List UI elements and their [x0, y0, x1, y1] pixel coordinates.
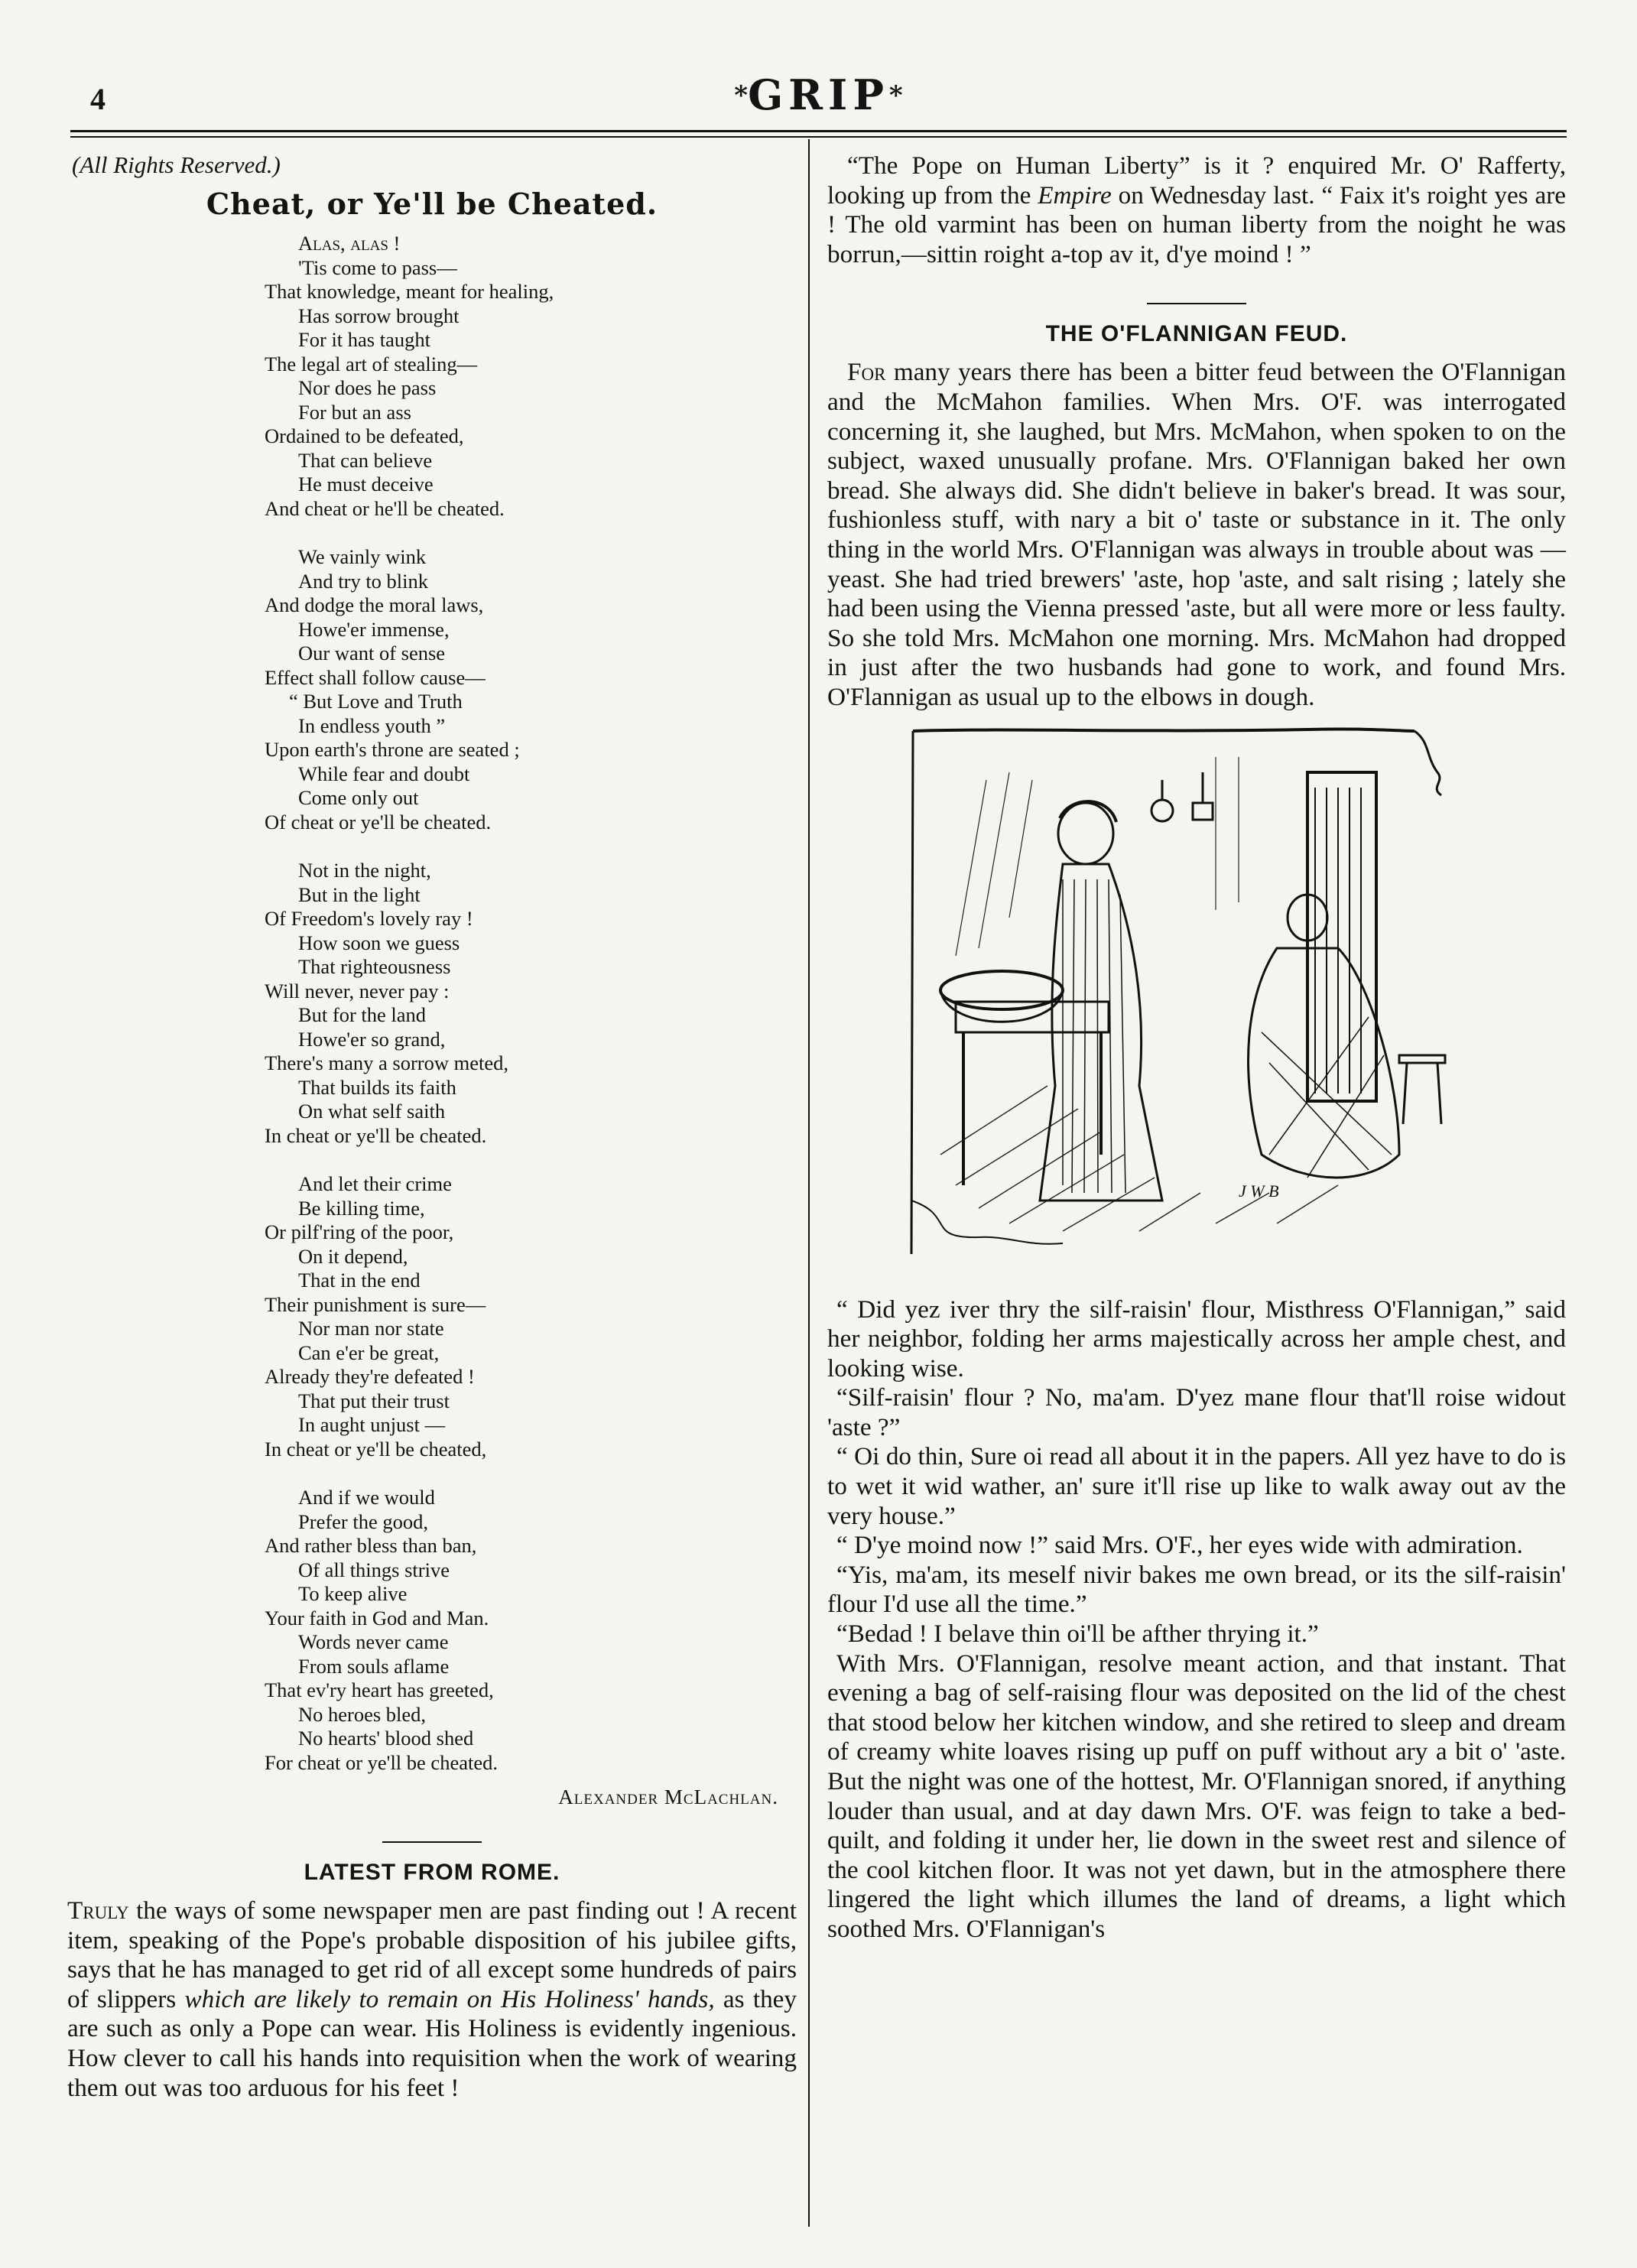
poem-line: In endless youth ”: [298, 713, 446, 737]
poem-line: And try to blink: [298, 569, 429, 593]
poem-line: Not in the night,: [298, 859, 431, 882]
poem-body: [67, 232, 797, 1775]
poem-line: Ordained to be defeated,: [265, 424, 464, 447]
illustration-signature: J W B: [1239, 1181, 1279, 1201]
kitchen-illustration: [910, 726, 1476, 1262]
poem-line: And rather bless than ban,: [265, 1534, 477, 1557]
dialogue-paragraph: “ Oi do thin, Sure oi read all about it in the papers. All yez have to do is to wet it wid wather, an' sure it'll rise up like to walk away out av the very house.”: [827, 1442, 1566, 1530]
empire-newspaper-name: Empire: [1038, 180, 1112, 210]
rights-notice: (All Rights Reserved.): [72, 151, 281, 178]
header-rule-thin: [70, 136, 1567, 138]
poem-line: “ But Love and Truth: [289, 690, 463, 713]
poem-line: To keep alive: [298, 1582, 408, 1605]
left-column: [67, 151, 797, 2103]
pope-item: [827, 151, 1566, 269]
poem-line: No heroes bled,: [298, 1702, 427, 1726]
poem-line: Upon earth's throne are seated ;: [265, 738, 520, 761]
poem-line: Has sorrow brought: [298, 304, 460, 327]
dialogue-paragraph: “Bedad ! I belave thin oi'll be afther thrying it.”: [836, 1620, 1319, 1649]
poem-line: That can believe: [298, 448, 433, 472]
poem-line: From souls aflame: [298, 1654, 450, 1678]
poem-line: Of cheat or ye'll be cheated.: [265, 810, 492, 833]
poem-line: No hearts' blood shed: [298, 1727, 474, 1750]
poem-line: Their punishment is sure—: [265, 1292, 486, 1316]
poem-line: In cheat or ye'll be cheated.: [265, 1123, 487, 1147]
poem-line: That righteousness: [298, 955, 451, 978]
poem-line: Howe'er immense,: [298, 617, 450, 641]
rome-article-title: LATEST FROM ROME.: [304, 1860, 560, 1885]
poem-line: For cheat or ye'll be cheated.: [265, 1750, 498, 1774]
poem-stanza: [67, 859, 797, 1148]
page-number: 4: [90, 82, 106, 116]
poem-line: For it has taught: [298, 328, 430, 351]
feud-lead-word: For: [847, 358, 886, 387]
poem-title: Cheat, or Ye'll be Cheated.: [206, 187, 658, 221]
dialogue-paragraph: “Silf-raisin' flour ? No, ma'am. D'yez mane flour that'll roise widout 'aste ?”: [827, 1383, 1566, 1441]
poem-line: That ev'ry heart has greeted,: [265, 1678, 494, 1701]
poem-line: He must deceive: [298, 473, 434, 496]
section-rule: [382, 1841, 482, 1843]
dialogue-paragraph: With Mrs. O'Flannigan, resolve meant action, and that instant. That evening a bag of self-raising flour was deposited on the lid of the chest that stood below her kitchen window, and she retired to sleep and dream of creamy white loaves rising up puff on puff without ary a bit o' 'aste. But the night was one of the hottest, Mr. O'Flannigan snored, if anything louder than usual, and at day dawn Mrs. O'F. was feign to take a bed-quilt, and folding it under her, lie down in the sweet rest and silence of the cool kitchen floor. It was not yet dawn, but in the atmosphere there lingered the light which illumes the land of dreams, a light which soothed Mrs. O'Flannigan's: [827, 1649, 1566, 1943]
masthead: [0, 70, 1637, 119]
poem-line: Howe'er so grand,: [298, 1027, 446, 1051]
poem-line: Of Freedom's lovely ray !: [265, 907, 473, 930]
poem-stanza: [67, 1486, 797, 1775]
feud-intro: [827, 358, 1566, 712]
feud-article-title: THE O'FLANNIGAN FEUD.: [1045, 321, 1348, 347]
dialogue-paragraph: “ D'ye moind now !” said Mrs. O'F., her eyes wide with admiration.: [836, 1531, 1523, 1560]
poem-line: Our want of sense: [298, 642, 446, 664]
poem-line: We vainly wink: [298, 545, 427, 568]
poem-line: That builds its faith: [298, 1075, 456, 1099]
poem-line: Words never came: [298, 1630, 449, 1653]
poem-line: Nor man nor state: [298, 1317, 444, 1340]
header-rule: [70, 130, 1567, 132]
poem-line: That knowledge, meant for healing,: [265, 280, 554, 303]
poem-line: Nor does he pass: [298, 376, 437, 399]
poem-line: In cheat or ye'll be cheated,: [265, 1437, 487, 1461]
masthead-star-right: *: [888, 80, 903, 111]
poem-line: Prefer the good,: [298, 1509, 428, 1533]
feud-dialogue: [827, 1295, 1566, 1945]
masthead-star-left: *: [734, 80, 749, 111]
poem-line: In aught unjust —: [298, 1413, 446, 1436]
poem-line: Effect shall follow cause—: [265, 665, 486, 689]
poem-line: And let their crime: [298, 1172, 452, 1195]
poem-line: Come only out: [298, 786, 419, 809]
poem-line: Of all things strive: [298, 1558, 450, 1581]
poem-line: Alas, alas !: [298, 232, 401, 255]
kitchen-scene-drawing: [910, 726, 1476, 1262]
rome-article-body: [67, 1896, 797, 2103]
poem-line: And dodge the moral laws,: [265, 593, 484, 616]
pope-item-paragraph: “The Pope on Human Liberty” is it ? enquired Mr. O' Rafferty, looking up from the Empire on Wednesday last. “ Faix it's roight yes are ! The old varmint has been on human liberty from the noight he was borrun,—sittin roight a-top av it, d'ye moind ! ”: [827, 151, 1566, 268]
poem-line: Or pilf'ring of the poor,: [265, 1220, 454, 1243]
rome-lead-word: Truly: [67, 1896, 129, 1925]
poem-line: Be killing time,: [298, 1196, 425, 1220]
poem-line: While fear and doubt: [298, 762, 470, 785]
poem-line: 'Tis come to pass—: [298, 255, 457, 279]
poem-line: Can e'er be great,: [298, 1340, 440, 1364]
feud-intro-paragraph: For many years there has been a bitter feud between the O'Flannigan and the McMahon families. When Mrs. O'F. was interrogated concerning it, she laughed, but Mrs. McMahon, when spoken to on the subject, waxed unusually profane. Mrs. O'Flannigan baked her own bread. She always did. She didn't believe in baker's bread. It was sour, fushionless stuff, with nary a bit o' taste or substance in it. The only thing in the world Mrs. O'Flannigan was always in trouble about was —yeast. She had tried brewers' 'aste, hop 'aste, and salt rising ; lately she had been using the Vienna pressed 'aste, but all were more or less faulty. So she told Mrs. McMahon one morning. Mrs. McMahon had dropped in just after the two husbands had gone to work, and found Mrs. O'Flannigan as usual up to the elbows in dough.: [827, 358, 1566, 711]
poem-line: But in the light: [298, 882, 421, 906]
poem-author: Alexander McLachlan.: [558, 1785, 778, 1808]
poem-line: The legal art of stealing—: [265, 352, 478, 375]
poem-stanza: [67, 545, 797, 834]
masthead-title: GRIP: [748, 70, 889, 119]
poem-line: How soon we guess: [298, 931, 460, 954]
poem-line: Your faith in God and Man.: [265, 1606, 489, 1630]
column-divider: [808, 139, 810, 2227]
poem-line: On it depend,: [298, 1244, 408, 1268]
rome-article-paragraph: Truly the ways of some newspaper men are past finding out ! A recent item, speaking of the Pope's probable disposition of his jubilee gifts, says that he has managed to get rid of all except some hundreds of pairs of slippers which are likely to remain on His Holiness' hands, as they are such as only a Pope can wear. His Holiness is evidently ingenious. How clever to call his hands into requisition when the work of wearing them out was too arduous for his feet !: [67, 1896, 797, 2102]
poem-line: That in the end: [298, 1269, 421, 1292]
poem-line: There's many a sorrow meted,: [265, 1051, 508, 1074]
right-column: [827, 151, 1566, 1945]
section-rule: [1147, 303, 1246, 304]
poem-line: That put their trust: [298, 1389, 450, 1412]
poem-stanza: [67, 1172, 797, 1461]
poem-line: And cheat or he'll be cheated.: [265, 496, 505, 520]
poem-stanza: [67, 232, 797, 521]
poem-line: For but an ass: [298, 400, 411, 424]
rome-italic-phrase: which are likely to remain on His Holiness' hands,: [184, 1984, 715, 2013]
poem-line: Will never, never pay :: [265, 979, 450, 1002]
poem-line: On what self saith: [298, 1100, 446, 1123]
poem-line: Already they're defeated !: [265, 1365, 475, 1388]
dialogue-paragraph: “ Did yez iver thry the silf-raisin' flour, Misthress O'Flannigan,” said her neighbor, folding her arms majestically across her ample chest, and looking wise.: [827, 1295, 1566, 1383]
poem-line: And if we would: [298, 1486, 435, 1509]
poem-line: But for the land: [298, 1003, 427, 1026]
dialogue-paragraph: “Yis, ma'am, its meself nivir bakes me own bread, or its the silf-raisin' flour I'd use all the time.”: [827, 1560, 1566, 1619]
